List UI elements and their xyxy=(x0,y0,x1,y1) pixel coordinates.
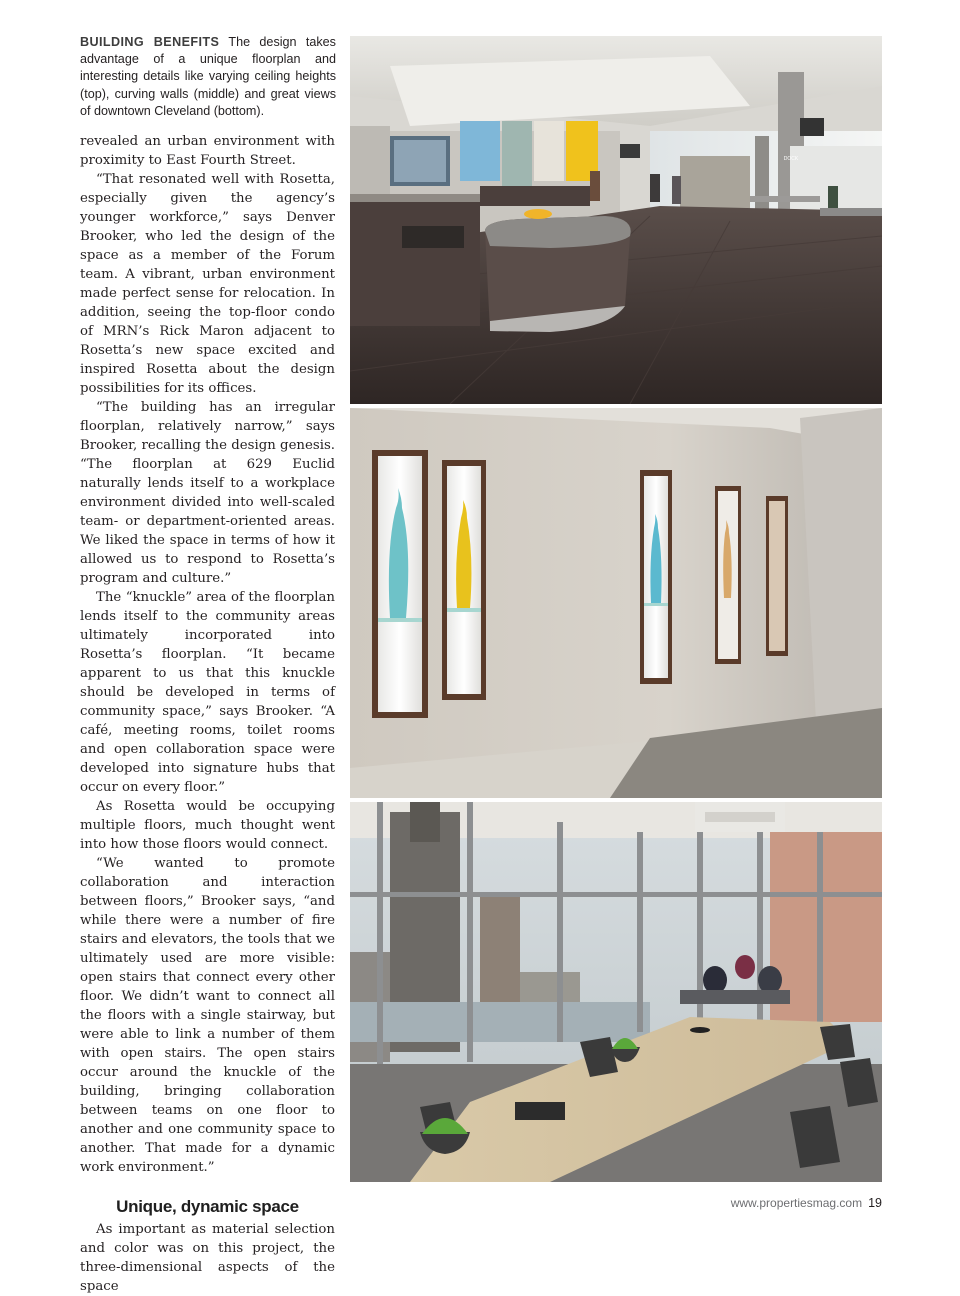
photo-curved-wall xyxy=(350,408,882,798)
article-paragraph: As Rosetta would be occupying multiple floors, much thought went into how those floors would connect. xyxy=(80,799,335,852)
page-number: 19 xyxy=(868,1196,882,1210)
article-paragraph: As important as material selection and color was on this project, the three-dimensional aspects of the space xyxy=(80,1222,335,1294)
article-paragraph: “That resonated well with Rosetta, especially given the agency’s younger workforce,” says Denver Brooker, who led the design of the space as a member of the Forum team. A vibrant, urban environment made perfect sense for relocation. In addition, seeing the top-floor condo of MRN’s Rick Maron adjacent to Rosetta’s new space excited and inspired Rosetta about the design possibilities for its offices. xyxy=(80,172,335,396)
photo-sign-text: DOCK xyxy=(783,156,799,162)
article-paragraph: “We wanted to promote collaboration and interaction between floors,” Brooker says, “and while there were a number of fire stairs and elevators, the tools that we ultimately used are more visible: open stairs that connect every other floor. We didn’t want to connect all the floors with a single stairway, but were able to link a number of them with open stairs. The open stairs occur around the knuckle of the building, bringing collaboration between teams on one floor to another and one community space to another. That made for a dynamic work environment.” xyxy=(80,856,335,1175)
photo-cafe-interior xyxy=(350,36,882,404)
caption-lead: BUILDING BENEFITS xyxy=(80,35,220,49)
article-paragraph: “The building has an irregular floorplan, relatively narrow,” says Brooker, recalling the design genesis. “The floorplan at 629 Euclid naturally lends itself to a workplace environment divided into well-scaled team- or department-oriented areas. We liked the space in terms of how it allowed us to respond to Rosetta’s program and culture.” xyxy=(80,400,335,586)
photo-caption xyxy=(80,34,336,120)
article-paragraph: The “knuckle” area of the floorplan lends itself to the community areas ultimately incorporated into Rosetta’s floorplan. “It became apparent to us that this knuckle should be developed in terms of community space,” says Brooker. “A café, meeting rooms, toilet rooms and open collaboration space were developed into signature hubs that occur on every floor.” xyxy=(80,590,335,795)
article-paragraph: revealed an urban environment with proximity to East Fourth Street. xyxy=(80,134,335,168)
article-body xyxy=(80,132,335,1296)
footer-url: www.propertiesmag.com xyxy=(730,1196,863,1210)
photo-conference-room xyxy=(350,802,882,1182)
caption-text: The design takes advantage of a unique floorplan and interesting details like varying ceiling heights (top), curving walls (middle) and great views of downtown Cleveland (bottom). xyxy=(80,35,336,118)
page-footer xyxy=(731,1196,882,1210)
section-subhead: Unique, dynamic space xyxy=(116,1197,299,1216)
